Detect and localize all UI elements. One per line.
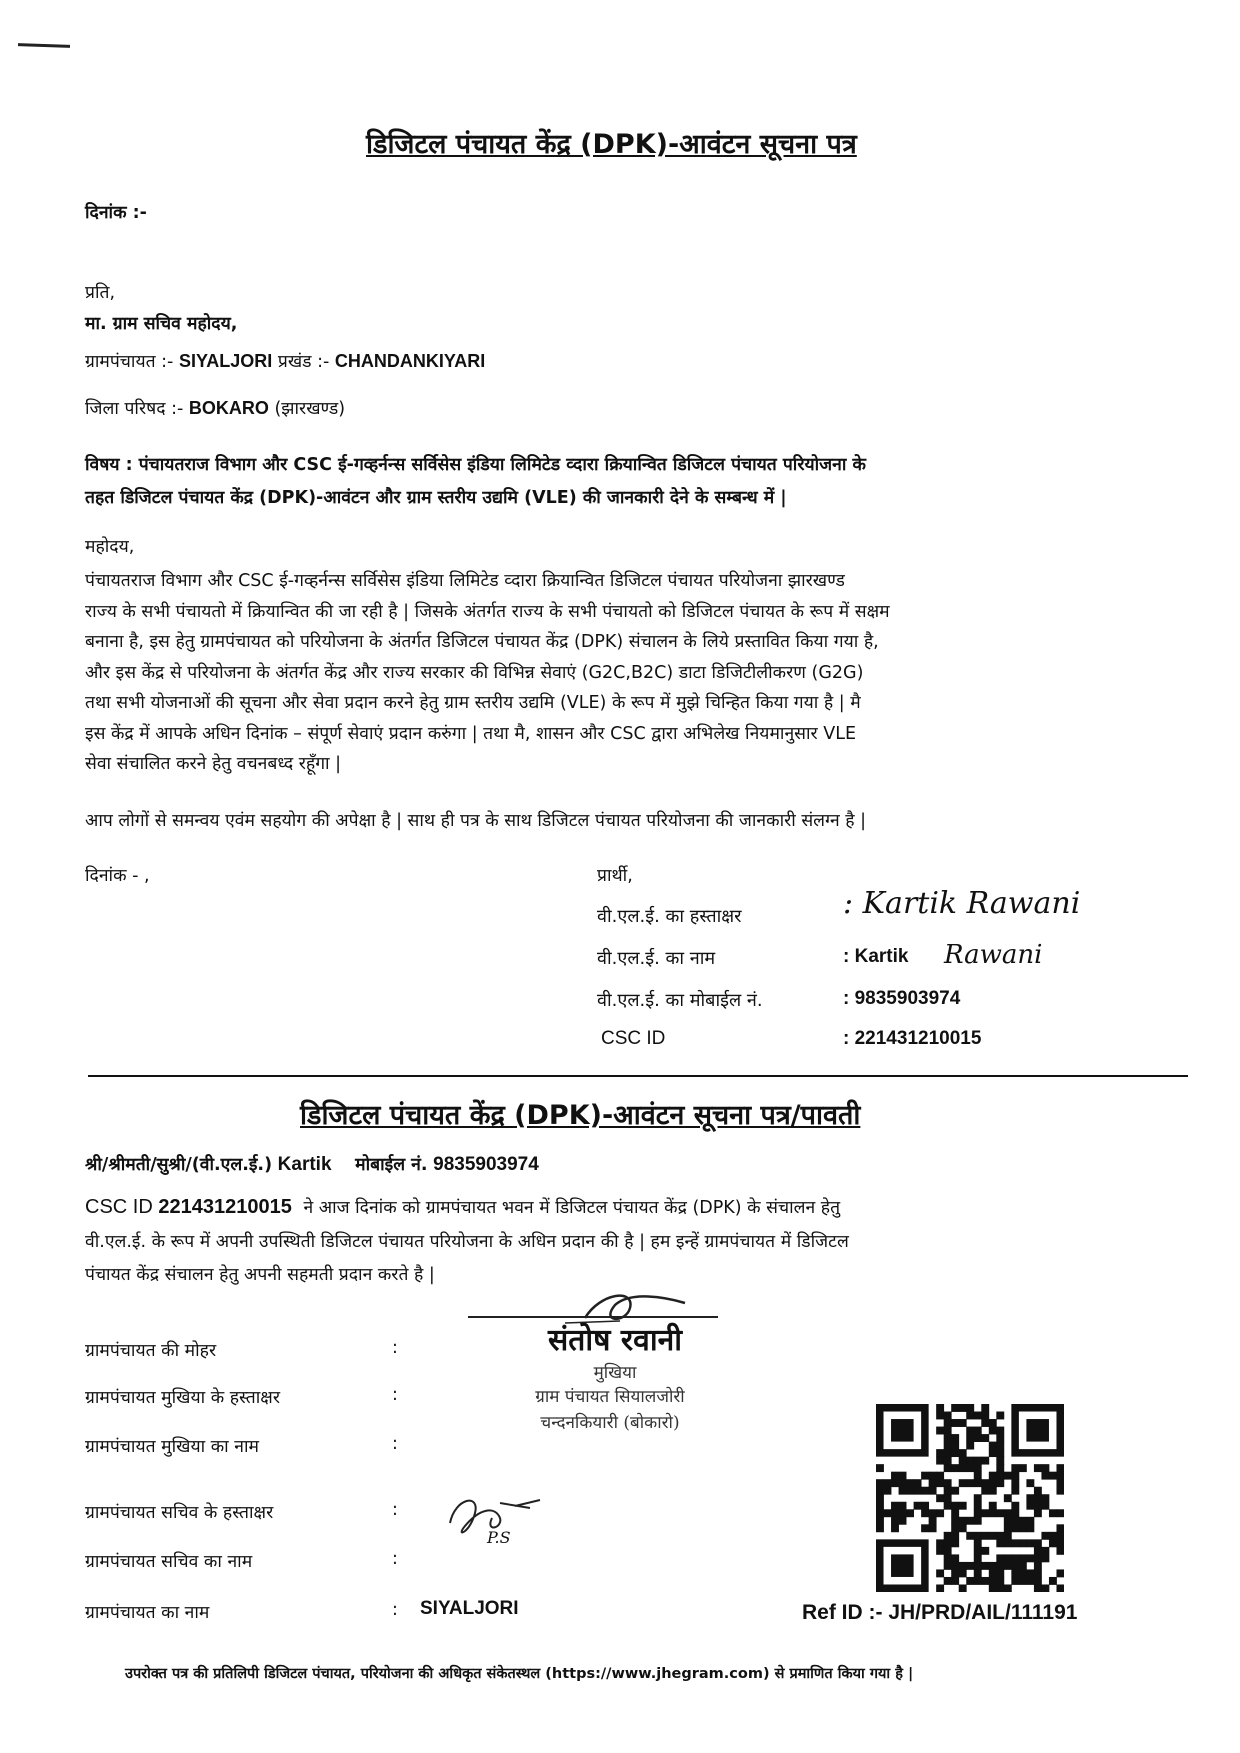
stamp-line3: चन्दनकियारी (बोकारो) bbox=[540, 1413, 680, 1433]
secretary-signature bbox=[440, 1488, 550, 1558]
vle-name: Kartik bbox=[277, 1154, 332, 1175]
gram-panchayat-line bbox=[85, 349, 485, 373]
letter-title: डिजिटल पंचायत केंद्र (DPK)-आवंटन सूचना पत्र bbox=[366, 129, 857, 160]
body-line: और इस केंद्र से परियोजना के अंतर्गत केंद्र और राज्य सरकार की विभिन्न सेवाएं (G2C,B2C) डाटा डिजिटीलीकरण (G2G) bbox=[85, 662, 864, 683]
vle-prefix: श्री/श्रीमती/सुश्री/(वी.एल.ई.) bbox=[85, 1155, 273, 1175]
qr-code bbox=[876, 1404, 1064, 1592]
field-label-mukhiya-name: ग्रामपंचायत मुखिया का नाम bbox=[85, 1437, 259, 1457]
section-divider bbox=[88, 1075, 1188, 1077]
field-label-gp-name: ग्रामपंचायत का नाम bbox=[85, 1603, 210, 1623]
field-colon: : bbox=[392, 1338, 398, 1358]
gram-value: SIYALJORI bbox=[178, 351, 273, 371]
mobile-value: 9835903974 bbox=[433, 1154, 539, 1175]
salutation: महोदय, bbox=[85, 537, 135, 557]
addressee: मा. ग्राम सचिव महोदय, bbox=[85, 314, 238, 334]
field-colon: : bbox=[392, 1434, 398, 1454]
mobile-label: मोबाईल नं. bbox=[355, 1155, 428, 1175]
stamp-role: मुखिया bbox=[593, 1363, 637, 1383]
receipt-csc-line bbox=[85, 1195, 840, 1219]
body-line: इस केंद्र में आपके अधिन दिनांक – संपूर्ण सेवाएं प्रदान करुंगा | तथा मै, शासन और CSC द्वारा अभिलेख नियमानुसार VLE bbox=[85, 723, 857, 744]
vle-signature: : Kartik Rawani bbox=[843, 886, 1081, 921]
field-colon: : bbox=[392, 1500, 398, 1520]
body-line: सेवा संचालित करने हेतु वचनबध्द रहूँगा | bbox=[85, 754, 342, 774]
gp-name-value: SIYALJORI bbox=[420, 1598, 519, 1619]
secretary-signature-initials: P.S bbox=[487, 1528, 511, 1547]
field-label-secretary-name: ग्रामपंचायत सचिव का नाम bbox=[85, 1552, 253, 1572]
field-colon: : bbox=[392, 1549, 398, 1569]
body-line: बनाना है, इस हेतु ग्रामपंचायत को परियोजना के अंतर्गत डिजिटल पंचायत केंद्र (DPK) संचालन के लिये प्रस्तावित किया गया है, bbox=[85, 632, 879, 652]
field-label-secretary-sign: ग्रामपंचायत सचिव के हस्ताक्षर bbox=[85, 1503, 274, 1523]
vle-name-value: : Kartik bbox=[843, 946, 909, 967]
to-line: प्रति, bbox=[85, 283, 116, 303]
subject-line-2: तहत डिजिटल पंचायत केंद्र (DPK)-आवंटन और ग्राम स्तरीय उद्यमि (VLE) की जानकारी देने के सम्बन्ध में | bbox=[85, 488, 787, 508]
field-colon: : bbox=[392, 1600, 398, 1620]
footer-note: उपरोक्त पत्र की प्रतिलिपी डिजिटल पंचायत, परियोजना की अधिकृत संकेतस्थल (https://www.jhegram.com) से प्रमाणित किया गया है | bbox=[125, 1666, 914, 1682]
body-line: पंचायतराज विभाग और CSC ई-गव्हर्नन्स सर्विसेस इंडिया लिमिटेड व्दारा क्रियान्वित डिजिटल पंचायत परियोजना झारखण्ड bbox=[85, 571, 845, 591]
csc-label: CSC ID bbox=[601, 1028, 666, 1049]
vle-name-handwritten: Rawani bbox=[944, 940, 1043, 970]
ref-id: Ref ID :- JH/PRD/AIL/111191 bbox=[802, 1601, 1078, 1624]
closing-line: आप लोगों से समन्वय एवंम सहयोग की अपेक्षा है | साथ ही पत्र के साथ डिजिटल पंचायत परियोजना की जानकारी संलग्न है | bbox=[85, 811, 866, 831]
body-line: तथा सभी योजनाओं की सूचना और सेवा प्रदान करने हेतु ग्राम स्तरीय उद्यमि (VLE) के रूप में मुझे चिन्हित किया गया है | मै bbox=[85, 693, 861, 713]
receipt-line3: वी.एल.ई. के रूप में अपनी उपस्थिती डिजिटल पंचायत परियोजना के अधिन प्रदान की है | हम इन्हें ग्रामपंचायत में डिजिटल bbox=[85, 1232, 849, 1252]
scan-mark bbox=[18, 43, 70, 48]
csc-id-label: CSC ID bbox=[85, 1196, 153, 1218]
csc-value: : 221431210015 bbox=[843, 1028, 982, 1049]
district-label: जिला परिषद :- bbox=[85, 399, 184, 419]
date2-label: दिनांक - , bbox=[85, 866, 150, 886]
field-label-seal: ग्रामपंचायत की मोहर bbox=[85, 1341, 217, 1361]
vle-sign-label: वी.एल.ई. का हस्ताक्षर bbox=[597, 906, 742, 927]
block-label: प्रखंड :- bbox=[277, 352, 330, 372]
vle-name-label: वी.एल.ई. का नाम bbox=[597, 948, 716, 969]
csc-id-value: 221431210015 bbox=[158, 1196, 292, 1218]
receipt-vle-line bbox=[85, 1152, 539, 1176]
vle-mobile-value: : 9835903974 bbox=[843, 988, 961, 1009]
date-label: दिनांक :- bbox=[85, 203, 147, 223]
district-value: BOKARO bbox=[188, 398, 269, 418]
subject-line-1: विषय : पंचायतराज विभाग और CSC ई-गव्हर्नन्स सर्विसेस इंडिया लिमिटेड व्दारा क्रियान्वित डिजिटल पंचायत परियोजना के bbox=[85, 455, 866, 475]
stamp-name: संतोष रवानी bbox=[547, 1323, 683, 1358]
receipt-line4: पंचायत केंद्र संचालन हेतु अपनी सहमती प्रदान करते है | bbox=[85, 1265, 435, 1285]
stamp-underline bbox=[468, 1316, 718, 1318]
receipt-line2: ने आज दिनांक को ग्रामपंचायत भवन में डिजिटल पंचायत केंद्र (DPK) के संचालन हेतु bbox=[303, 1198, 841, 1218]
district-line bbox=[85, 396, 345, 420]
receipt-title: डिजिटल पंचायत केंद्र (DPK)-आवंटन सूचना पत्र/पावती bbox=[300, 1100, 861, 1131]
gram-label: ग्रामपंचायत :- bbox=[85, 352, 174, 372]
vle-mobile-label: वी.एल.ई. का मोबाईल नं. bbox=[597, 990, 763, 1011]
letter-body bbox=[85, 566, 1185, 780]
field-label-mukhiya-sign: ग्रामपंचायत मुखिया के हस्ताक्षर bbox=[85, 1388, 281, 1408]
applicant-label: प्रार्थी, bbox=[597, 866, 633, 886]
district-state: (झारखण्ड) bbox=[274, 399, 346, 419]
stamp-line2: ग्राम पंचायत सियालजोरी bbox=[535, 1387, 685, 1407]
field-colon: : bbox=[392, 1385, 398, 1405]
body-line: राज्य के सभी पंचायतो में क्रियान्वित की जा रही है | जिसके अंतर्गत राज्य के सभी पंचायतो को डिजिटल पंचायत के रूप में सक्षम bbox=[85, 601, 890, 622]
block-value: CHANDANKIYARI bbox=[334, 351, 486, 371]
